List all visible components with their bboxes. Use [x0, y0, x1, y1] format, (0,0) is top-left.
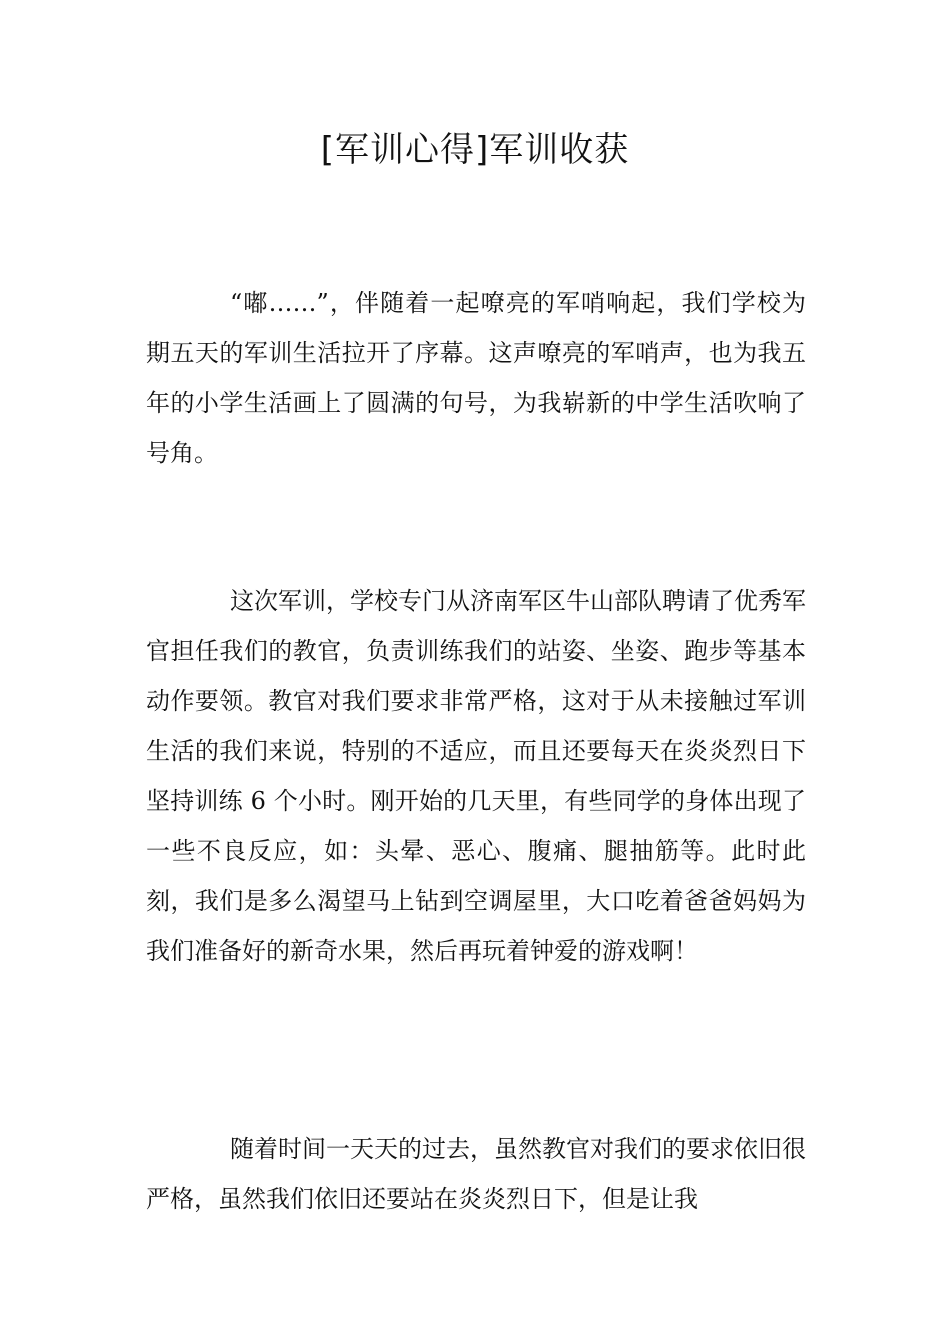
paragraph-1	[146, 278, 806, 478]
document-title: [军训心得]军训收获	[320, 130, 630, 170]
paragraph-3	[146, 1124, 806, 1224]
paragraph-text: “嘟……”，伴随着一起嘹亮的军哨响起，我们学校为期五天的军训生活拉开了序幕。这声嘹亮的军哨声，也为我五年的小学生活画上了圆满的句号，为我崭新的中学生活吹响了号角。	[146, 289, 806, 467]
paragraph-text: 这次军训，学校专门从济南军区牛山部队聘请了优秀军官担任我们的教官，负责训练我们的站姿、坐姿、跑步等基本动作要领。教官对我们要求非常严格，这对于从未接触过军训生活的我们来说，特别的不适应，而且还要每天在炎炎烈日下坚持训练 6 个小时。刚开始的几天里，有些同学的身体出现了一些不良反应，如：头晕、恶心、腹痛、腿抽筋等。此时此刻，我们是多么渴望马上钻到空调屋里，大口吃着爸爸妈妈为我们准备好的新奇水果，然后再玩着钟爱的游戏啊！	[146, 587, 806, 965]
paragraph-2	[146, 576, 806, 976]
paragraph-text: 随着时间一天天的过去，虽然教官对我们的要求依旧很严格，虽然我们依旧还要站在炎炎烈日下，但是让我	[146, 1135, 806, 1213]
